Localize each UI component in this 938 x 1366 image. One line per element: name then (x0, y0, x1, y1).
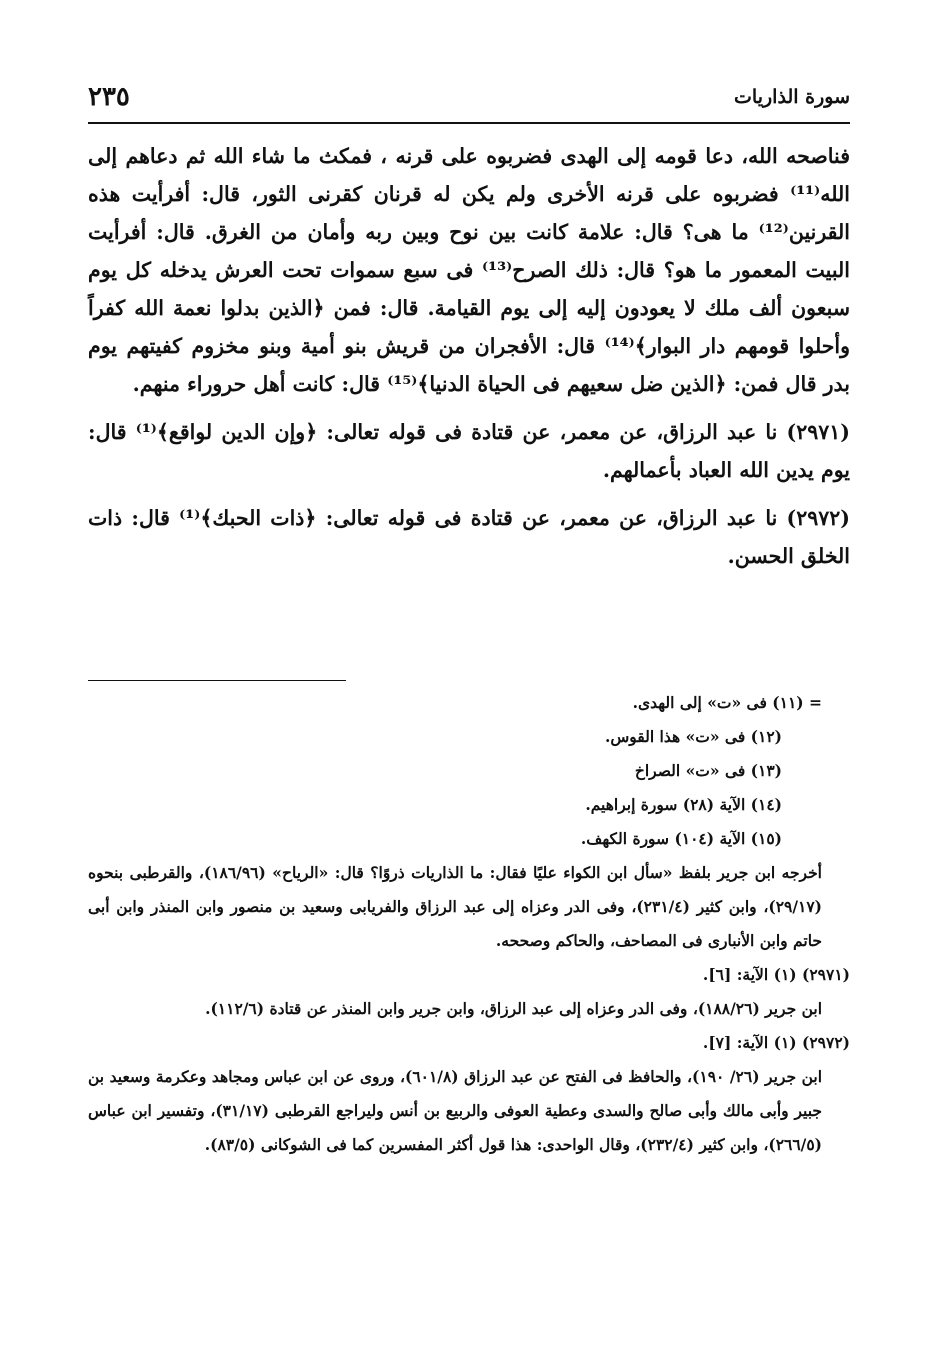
footnote-13: (١٣) فى «ت» الصراخ (634, 761, 782, 780)
page-header (88, 82, 850, 124)
running-head: سورة الذاريات (734, 86, 850, 108)
footnotes (88, 686, 850, 1162)
takhrij-2971: ابن جرير (١٨٨/٢٦)، وفى الدر وعزاه إلى عبد الرزاق، وابن جرير وابن المنذر عن قتادة (١١٢/٦). (205, 999, 822, 1018)
hadith-2971: (٢٩٧١) نا عبد الرزاق، عن معمر، عن قتادة فى قوله تعالى: ﴿وإن الدين لواقع﴾⁽¹⁾ قال: يوم يدين الله العباد بأعمالهم. (88, 420, 850, 482)
takhrij-2970: أخرجه ابن جرير بلفظ «سأل ابن الكواء عليًا فقال: ما الذاريات ذروًا؟ قال: «الرياح» (١٨٦/٩٦)، والقرطبى بنحوه (٢٩/١٧)، وابن كثير (٢٣١/٤)، وفى الدر وعزاه إلى عبد الرزاق والفريابى وسعيد بن منصور وابن المنذر وابن أبى حاتم وابن الأنبارى فى المصاحف، والحاكم وصححه. (88, 863, 822, 950)
footnote-2971-heading: (٢٩٧١) (١) الآية: [٦]. (702, 965, 850, 984)
hadith-2972: (٢٩٧٢) نا عبد الرزاق، عن معمر، عن قتادة فى قوله تعالى: ﴿ذات الحبك﴾⁽¹⁾ قال: ذات الخلق الحسن. (88, 506, 850, 568)
footnote-2972-heading: (٢٩٧٢) (١) الآية: [٧]. (702, 1033, 850, 1052)
footnote-11: = (١١) فى «ت» إلى الهدى. (632, 693, 822, 712)
footnote-14: (١٤) الآية (٢٨) سورة إبراهيم. (585, 795, 782, 814)
footnote-separator (88, 680, 346, 681)
main-text (88, 137, 850, 575)
footnote-12: (١٢) فى «ت» هذا القوس. (604, 727, 782, 746)
page-number: ٢٣٥ (88, 82, 130, 112)
paragraph-continuation: فناصحه الله، دعا قومه إلى الهدى فضربوه على قرنه ، فمكث ما شاء الله ثم دعاهم إلى الله⁽¹¹⁾ فضربوه على قرنه الأخرى ولم يكن له قرنان كقرنى الثور، قال: أفرأيت هذه القرنين⁽¹²⁾ ما هى؟ قال: علامة كانت بين نوح وبين ربه وأمان من الغرق. قال: أفرأيت البيت المعمور ما هو؟ قال: ذلك الصرح⁽¹³⁾ فى سبع سموات تحت العرش يدخله كل يوم سبعون ألف ملك لا يعودون إليه إلى يوم القيامة. قال: فمن ﴿الذين بدلوا نعمة الله كفراً وأحلوا قومهم دار البوار﴾⁽¹⁴⁾ قال: الأفجران من قريش بنو أمية وبنو مخزوم كفيتهم يوم بدر قال فمن: ﴿الذين ضل سعيهم فى الحياة الدنيا﴾⁽¹⁵⁾ قال: كانت أهل حروراء منهم. (88, 144, 851, 396)
takhrij-2972: ابن جرير (٢٦/ ١٩٠)، والحافظ فى الفتح عن عبد الرزاق (٦٠١/٨)، وروى عن ابن عباس ومجاهد وعكرمة وسعيد بن جبير وأبى مالك وأبى صالح والسدى وعطية العوفى والربيع بن أنس وليراجع القرطبى (٣١/١٧)، وتفسير ابن عباس (٢٦٦/٥)، وابن كثير (٢٣٢/٤)، وقال الواحدى: هذا قول أكثر المفسرين كما فى الشوكانى (٨٣/٥). (88, 1067, 823, 1154)
footnote-15: (١٥) الآية (١٠٤) سورة الكهف. (580, 829, 782, 848)
